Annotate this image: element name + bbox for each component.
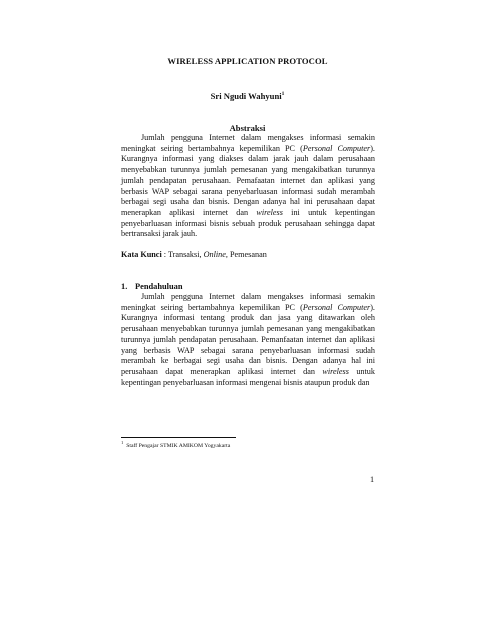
author-name: Sri Ngudi Wahyuni <box>210 91 282 101</box>
section-title: Pendahuluan <box>135 282 183 291</box>
keywords-list <box>162 250 267 259</box>
text-run: ). Kurangnya informasi yang diakses dalam jarak jauh dalam perusahaan menyebabkan turunnya jumlah pemesanan yang mengakibatkan turunnya jumlah pendapatan perusahaan. Pemafaatan internet dan aplikasi yang berbasis WAP sebagai sarana penyebarluasan informasi sudah merambah berbagai segi usaha dan bisnis. Dengan adanya hal ini perusahaan dapat menerapkan aplikasi internet dan <box>121 143 375 217</box>
footnote-divider <box>121 437 236 438</box>
italic-run: Personal Computer <box>302 143 371 153</box>
footnote <box>121 440 231 449</box>
footnote-text: Staff Pengajar STMIK AMIKOM Yogyakarta <box>126 443 231 449</box>
italic-run: wireless <box>322 366 349 376</box>
text-run: ini untuk kepentingan penyebarluasan informasi bisnis sebuah produk perusahaan sehingga dapat bertransaksi jarak jauh. <box>121 207 375 239</box>
abstract-heading: Abstraksi <box>229 123 266 133</box>
text-run: , Pemesanan <box>225 250 267 259</box>
text-run: : Transaksi, <box>161 250 204 259</box>
page-number: 1 <box>370 475 375 484</box>
footnote-mark: 1 <box>121 440 124 445</box>
abstract-paragraph <box>121 133 375 240</box>
italic-run: wireless <box>256 207 283 217</box>
text-run: ). Kurangnya informasi tentang produk dan jasa yang ditawarkan oleh perusahaan menyebabkan turunnya jumlah pemesanan yang mengakibatkan turunnya jumlah pendapatan perusahaan. Pemanfaatan internet dan aplikasi yang berbasis WAP sebagai sarana penyebarluasan informasi sudah merambah ke berbagai segi usaha dan bisnis. Dengan adanya hal ini perusahaan dapat menerapkan aplikasi internet dan <box>121 302 375 376</box>
italic-run: Personal Computer <box>302 302 371 312</box>
text-run: Jumlah pengguna Internet dalam mengakses informasi semakin meningkat seiring bertambahnya kepemilikan PC ( <box>121 133 375 153</box>
section-number: 1. <box>121 282 128 291</box>
section-heading <box>121 282 182 291</box>
author-footnote-mark[interactable]: 1 <box>281 91 285 97</box>
italic-run: Online <box>203 250 226 259</box>
intro-paragraph <box>121 292 375 388</box>
keywords-label: Kata Kunci <box>121 250 162 259</box>
text-run: untuk kepentingan penyebarluasan informasi mengenai bisnis ataupun produk dan <box>121 366 375 387</box>
paper-title: WIRELESS APPLICATION PROTOCOL <box>167 56 328 66</box>
author-line <box>0 91 495 101</box>
text-run: Jumlah pengguna Internet dalam mengakses informasi semakin meningkat seiring bertambahnya kepemilikan PC ( <box>121 292 375 312</box>
keywords-line <box>121 250 375 261</box>
